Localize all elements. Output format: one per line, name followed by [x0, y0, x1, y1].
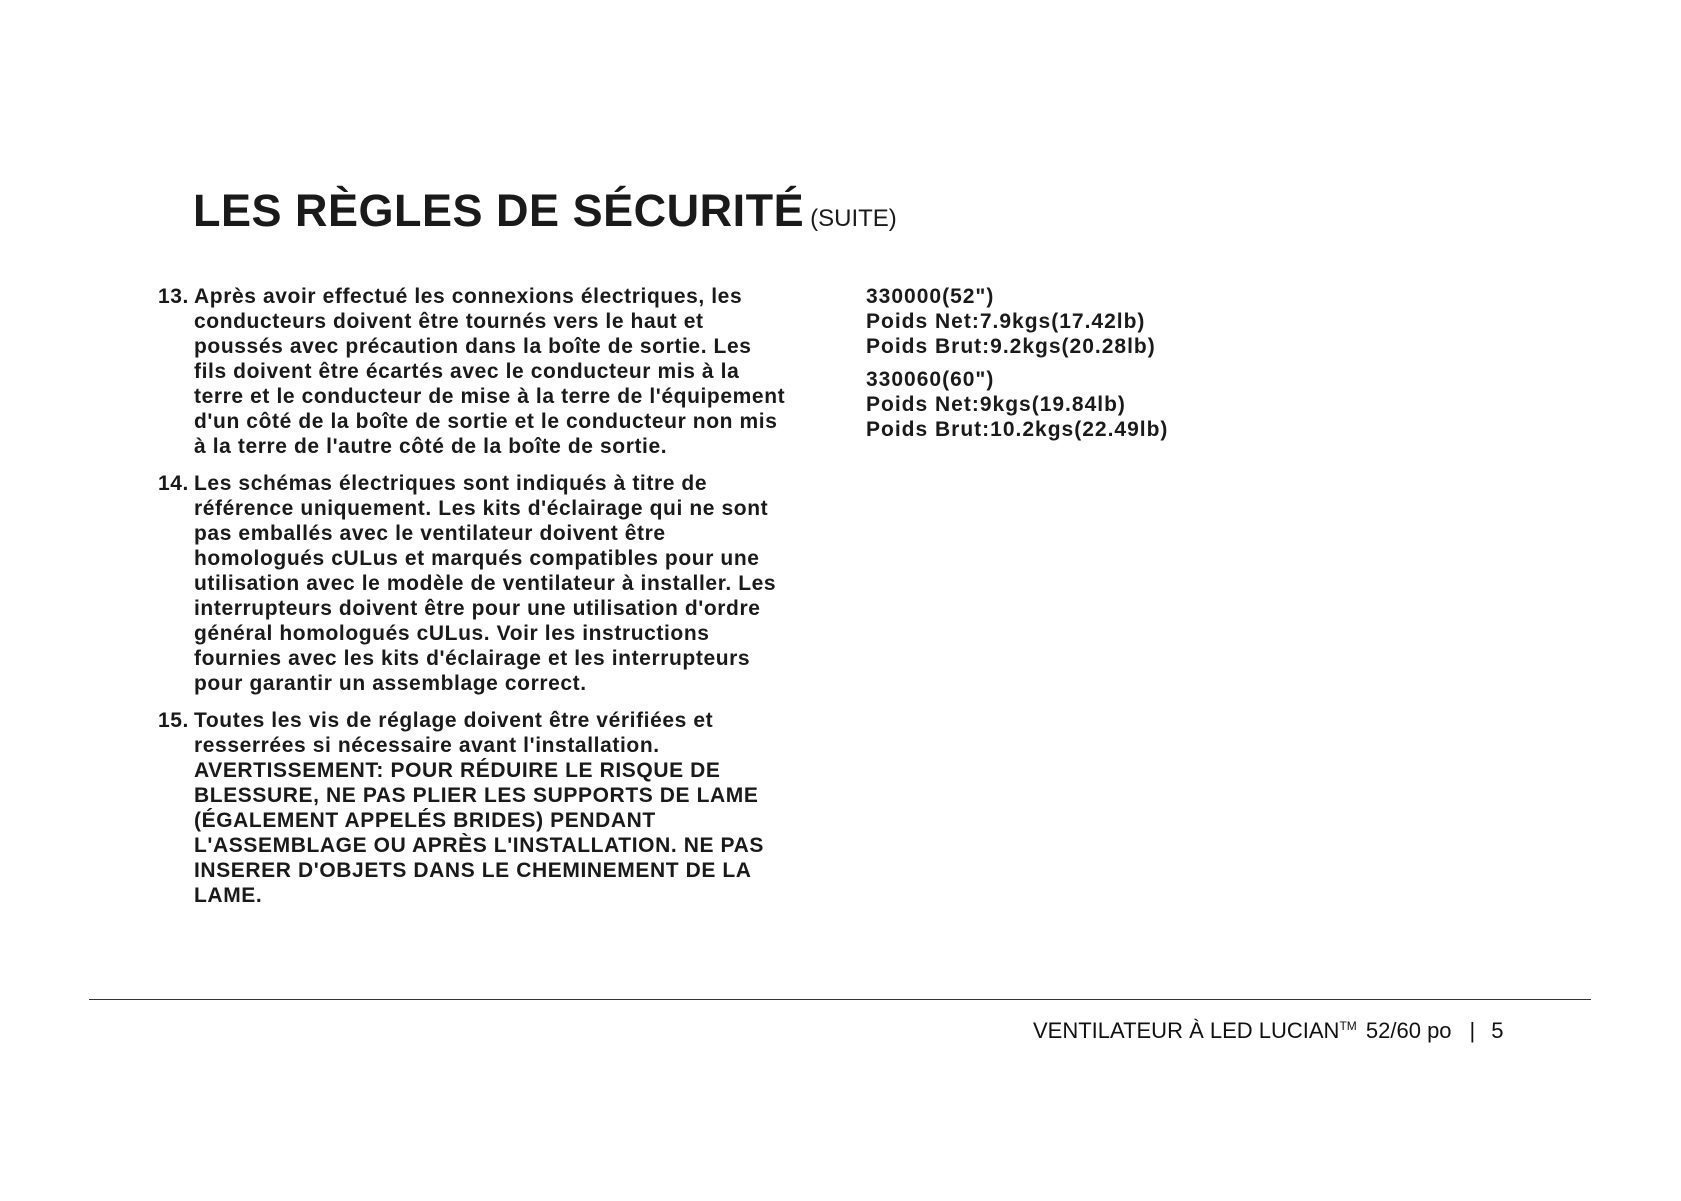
weight-specs: [866, 284, 1286, 450]
rule-number: 14.: [158, 472, 189, 495]
rule-text-line: terre et le conducteur de mise à la terre de l'équipement: [194, 385, 786, 408]
rule-text-line: utilisation avec le modèle de ventilateur à installer. Les: [194, 572, 777, 595]
rule-text-line: homologués cULus et marqués compatibles pour une: [194, 547, 760, 570]
rule-text-line: Toutes les vis de réglage doivent être vérifiées et: [194, 709, 714, 732]
safety-rules-list: [158, 284, 838, 920]
spec-net-weight: Poids Net:9kgs(19.84lb): [866, 393, 1126, 416]
rule-item: [158, 708, 838, 908]
rule-text-line: fournies avec les kits d'éclairage et les interrupteurs: [194, 647, 751, 670]
rule-text-line: pour garantir un assemblage correct.: [194, 672, 587, 695]
warning-text-line: INSERER D'OBJETS DANS LE CHEMINEMENT DE LA: [194, 859, 752, 882]
rule-text-line: Après avoir effectué les connexions électriques, les: [194, 285, 743, 308]
rule-number: 15.: [158, 709, 189, 732]
rule-number: 13.: [158, 285, 189, 308]
spec-model: 330060(60"): [866, 368, 995, 391]
rule-item: [158, 284, 838, 459]
page-footer: [1033, 1018, 1504, 1044]
rule-text-line: resserrées si nécessaire avant l'installation.: [194, 734, 660, 757]
rule-text-line: référence uniquement. Les kits d'éclairage qui ne sont: [194, 497, 769, 520]
spec-group: [866, 284, 1286, 359]
spec-net-weight: Poids Net:7.9kgs(17.42lb): [866, 310, 1146, 333]
rule-text-line: fils doivent être écartés avec le conducteur mis à la: [194, 360, 740, 383]
warning-text-line: BLESSURE, NE PAS PLIER LES SUPPORTS DE LAME: [194, 784, 759, 807]
page-number: 5: [1491, 1018, 1504, 1043]
footer-divider: [89, 999, 1591, 1000]
spec-model: 330000(52"): [866, 285, 995, 308]
spec-group: [866, 367, 1286, 442]
footer-separator: |: [1469, 1018, 1476, 1043]
footer-product-name: VENTILATEUR À LED LUCIAN: [1033, 1018, 1340, 1043]
warning-text-line: LAME.: [194, 884, 263, 907]
rule-text-line: d'un côté de la boîte de sortie et le conducteur non mis: [194, 410, 778, 433]
footer-product-size: 52/60 po: [1365, 1018, 1452, 1043]
page-title: [193, 185, 897, 236]
warning-text-line: AVERTISSEMENT: POUR RÉDUIRE LE RISQUE DE: [194, 759, 721, 782]
rule-text-line: conducteurs doivent être tournés vers le haut et: [194, 310, 704, 333]
rule-text-line: à la terre de l'autre côté de la boîte de sortie.: [194, 435, 668, 458]
warning-text-line: (ÉGALEMENT APPELÉS BRIDES) PENDANT: [194, 809, 656, 832]
spec-gross-weight: Poids Brut:10.2kgs(22.49lb): [866, 418, 1169, 441]
rule-text-line: pas emballés avec le ventilateur doivent être: [194, 522, 666, 545]
rule-text-line: Les schémas électriques sont indiqués à titre de: [194, 472, 708, 495]
warning-text-line: L'ASSEMBLAGE OU APRÈS L'INSTALLATION. NE PAS: [194, 834, 764, 857]
spec-gross-weight: Poids Brut:9.2kgs(20.28lb): [866, 335, 1156, 358]
rule-text-line: général homologués cULus. Voir les instructions: [194, 622, 710, 645]
rule-text-line: poussés avec précaution dans la boîte de sortie. Les: [194, 335, 752, 358]
trademark-symbol: TM: [1339, 1019, 1357, 1033]
rule-item: [158, 471, 838, 696]
page-title-suffix: (SUITE): [810, 205, 897, 232]
rule-text-line: interrupteurs doivent être pour une utilisation d'ordre: [194, 597, 761, 620]
page-title-text: LES RÈGLES DE SÉCURITÉ: [193, 185, 805, 236]
